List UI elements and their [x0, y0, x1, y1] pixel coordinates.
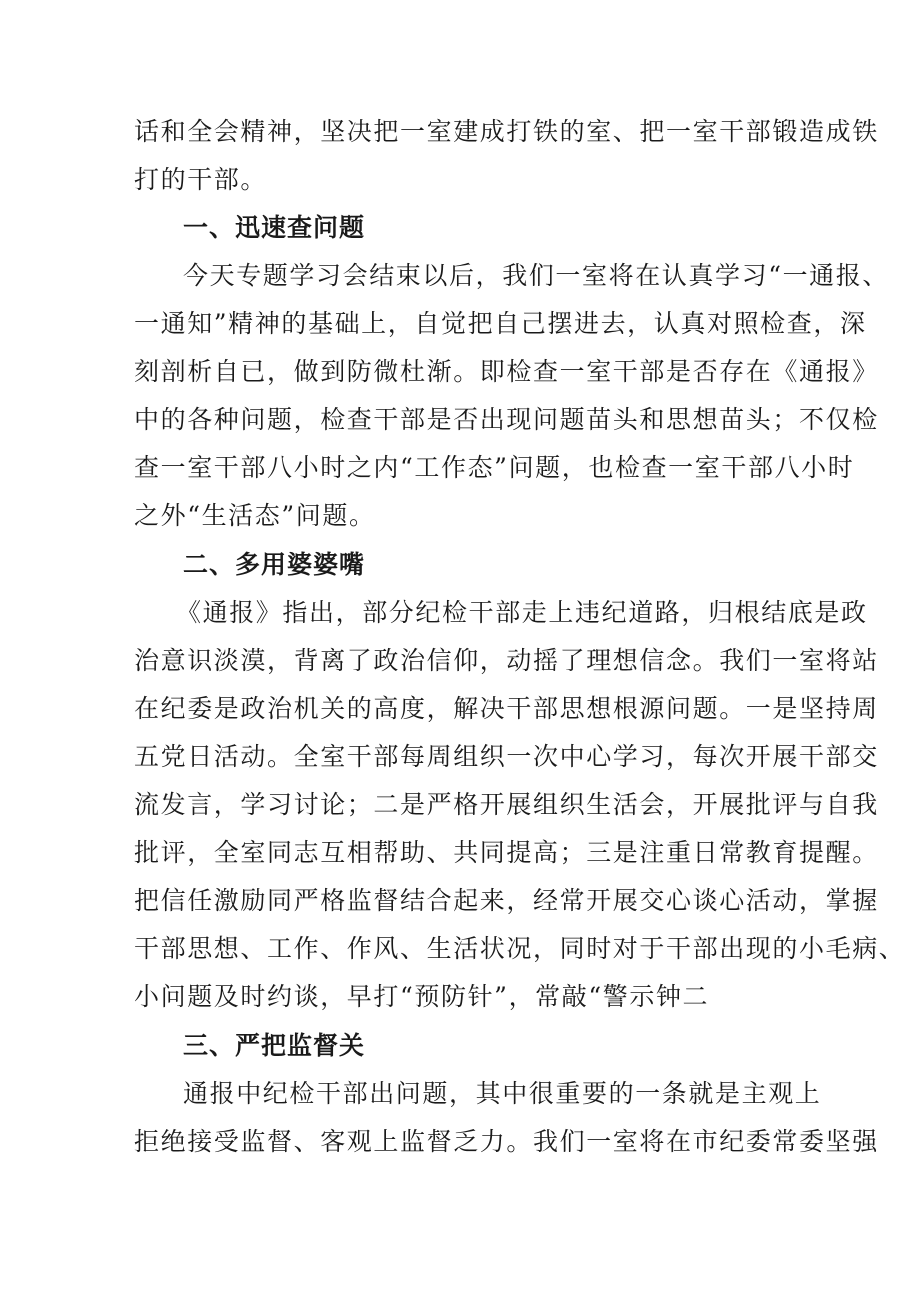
- body-text-line: 在纪委是政治机关的高度，解决干部思想根源问题。一是坚持周: [134, 694, 879, 723]
- body-text-line: 拒绝接受监督、客观上监督乏力。我们一室将在市纪委常委坚强: [134, 1127, 879, 1156]
- body-text-line: 刻剖析自已，做到防微杜渐。即检查一室干部是否存在《通报》: [134, 357, 879, 386]
- body-text-line: 话和全会精神，坚决把一室建成打铁的室、把一室干部锻造成铁: [134, 117, 879, 146]
- body-text-line: 批评，全室同志互相帮助、共同提高；三是注重日常教育提醒。: [134, 838, 879, 867]
- section-heading-1: 一、迅速查问题: [183, 213, 366, 242]
- body-text-line: 通报中纪检干部出问题，其中很重要的一条就是主观上: [183, 1079, 822, 1108]
- body-text-line: 小问题及时约谈，早打“预防针”，常敲“警示钟二: [134, 982, 710, 1011]
- body-text-line: 流发言，学习讨论；二是严格开展组织生活会，开展批评与自我: [134, 790, 879, 819]
- body-text-line: 一通知”精神的基础上，自觉把自己摆进去，认真对照检查，深: [134, 309, 867, 338]
- body-text-line: 五党日活动。全室干部每周组织一次中心学习，每次开展干部交: [134, 742, 879, 771]
- body-text-line: 查一室干部八小时之内“工作态”问题，也检查一室干部八小时: [134, 453, 855, 482]
- body-text-line: 干部思想、工作、作风、生活状况，同时对于干部出现的小毛病、: [134, 934, 906, 963]
- body-text-line: 打的干部。: [134, 165, 268, 194]
- body-text-line: 之外“生活态”问题。: [134, 501, 376, 530]
- section-heading-2: 二、多用婆婆嘴: [183, 550, 366, 579]
- body-text-line: 中的各种问题，检查干部是否出现问题苗头和思想苗头；不仅检: [134, 405, 879, 434]
- body-text-line: 把信任激励同严格监督结合起来，经常开展交心谈心活动，掌握: [134, 886, 879, 915]
- section-heading-3: 三、严把监督关: [183, 1031, 366, 1060]
- body-text-line: 治意识淡漠，背离了政治信仰，动摇了理想信念。我们一室将站: [134, 646, 879, 675]
- body-text-line: 《通报》指出，部分纪检干部走上违纪道路，归根结底是政: [176, 598, 868, 627]
- body-text-line: 今天专题学习会结束以后，我们一室将在认真学习“一通报、: [183, 261, 889, 290]
